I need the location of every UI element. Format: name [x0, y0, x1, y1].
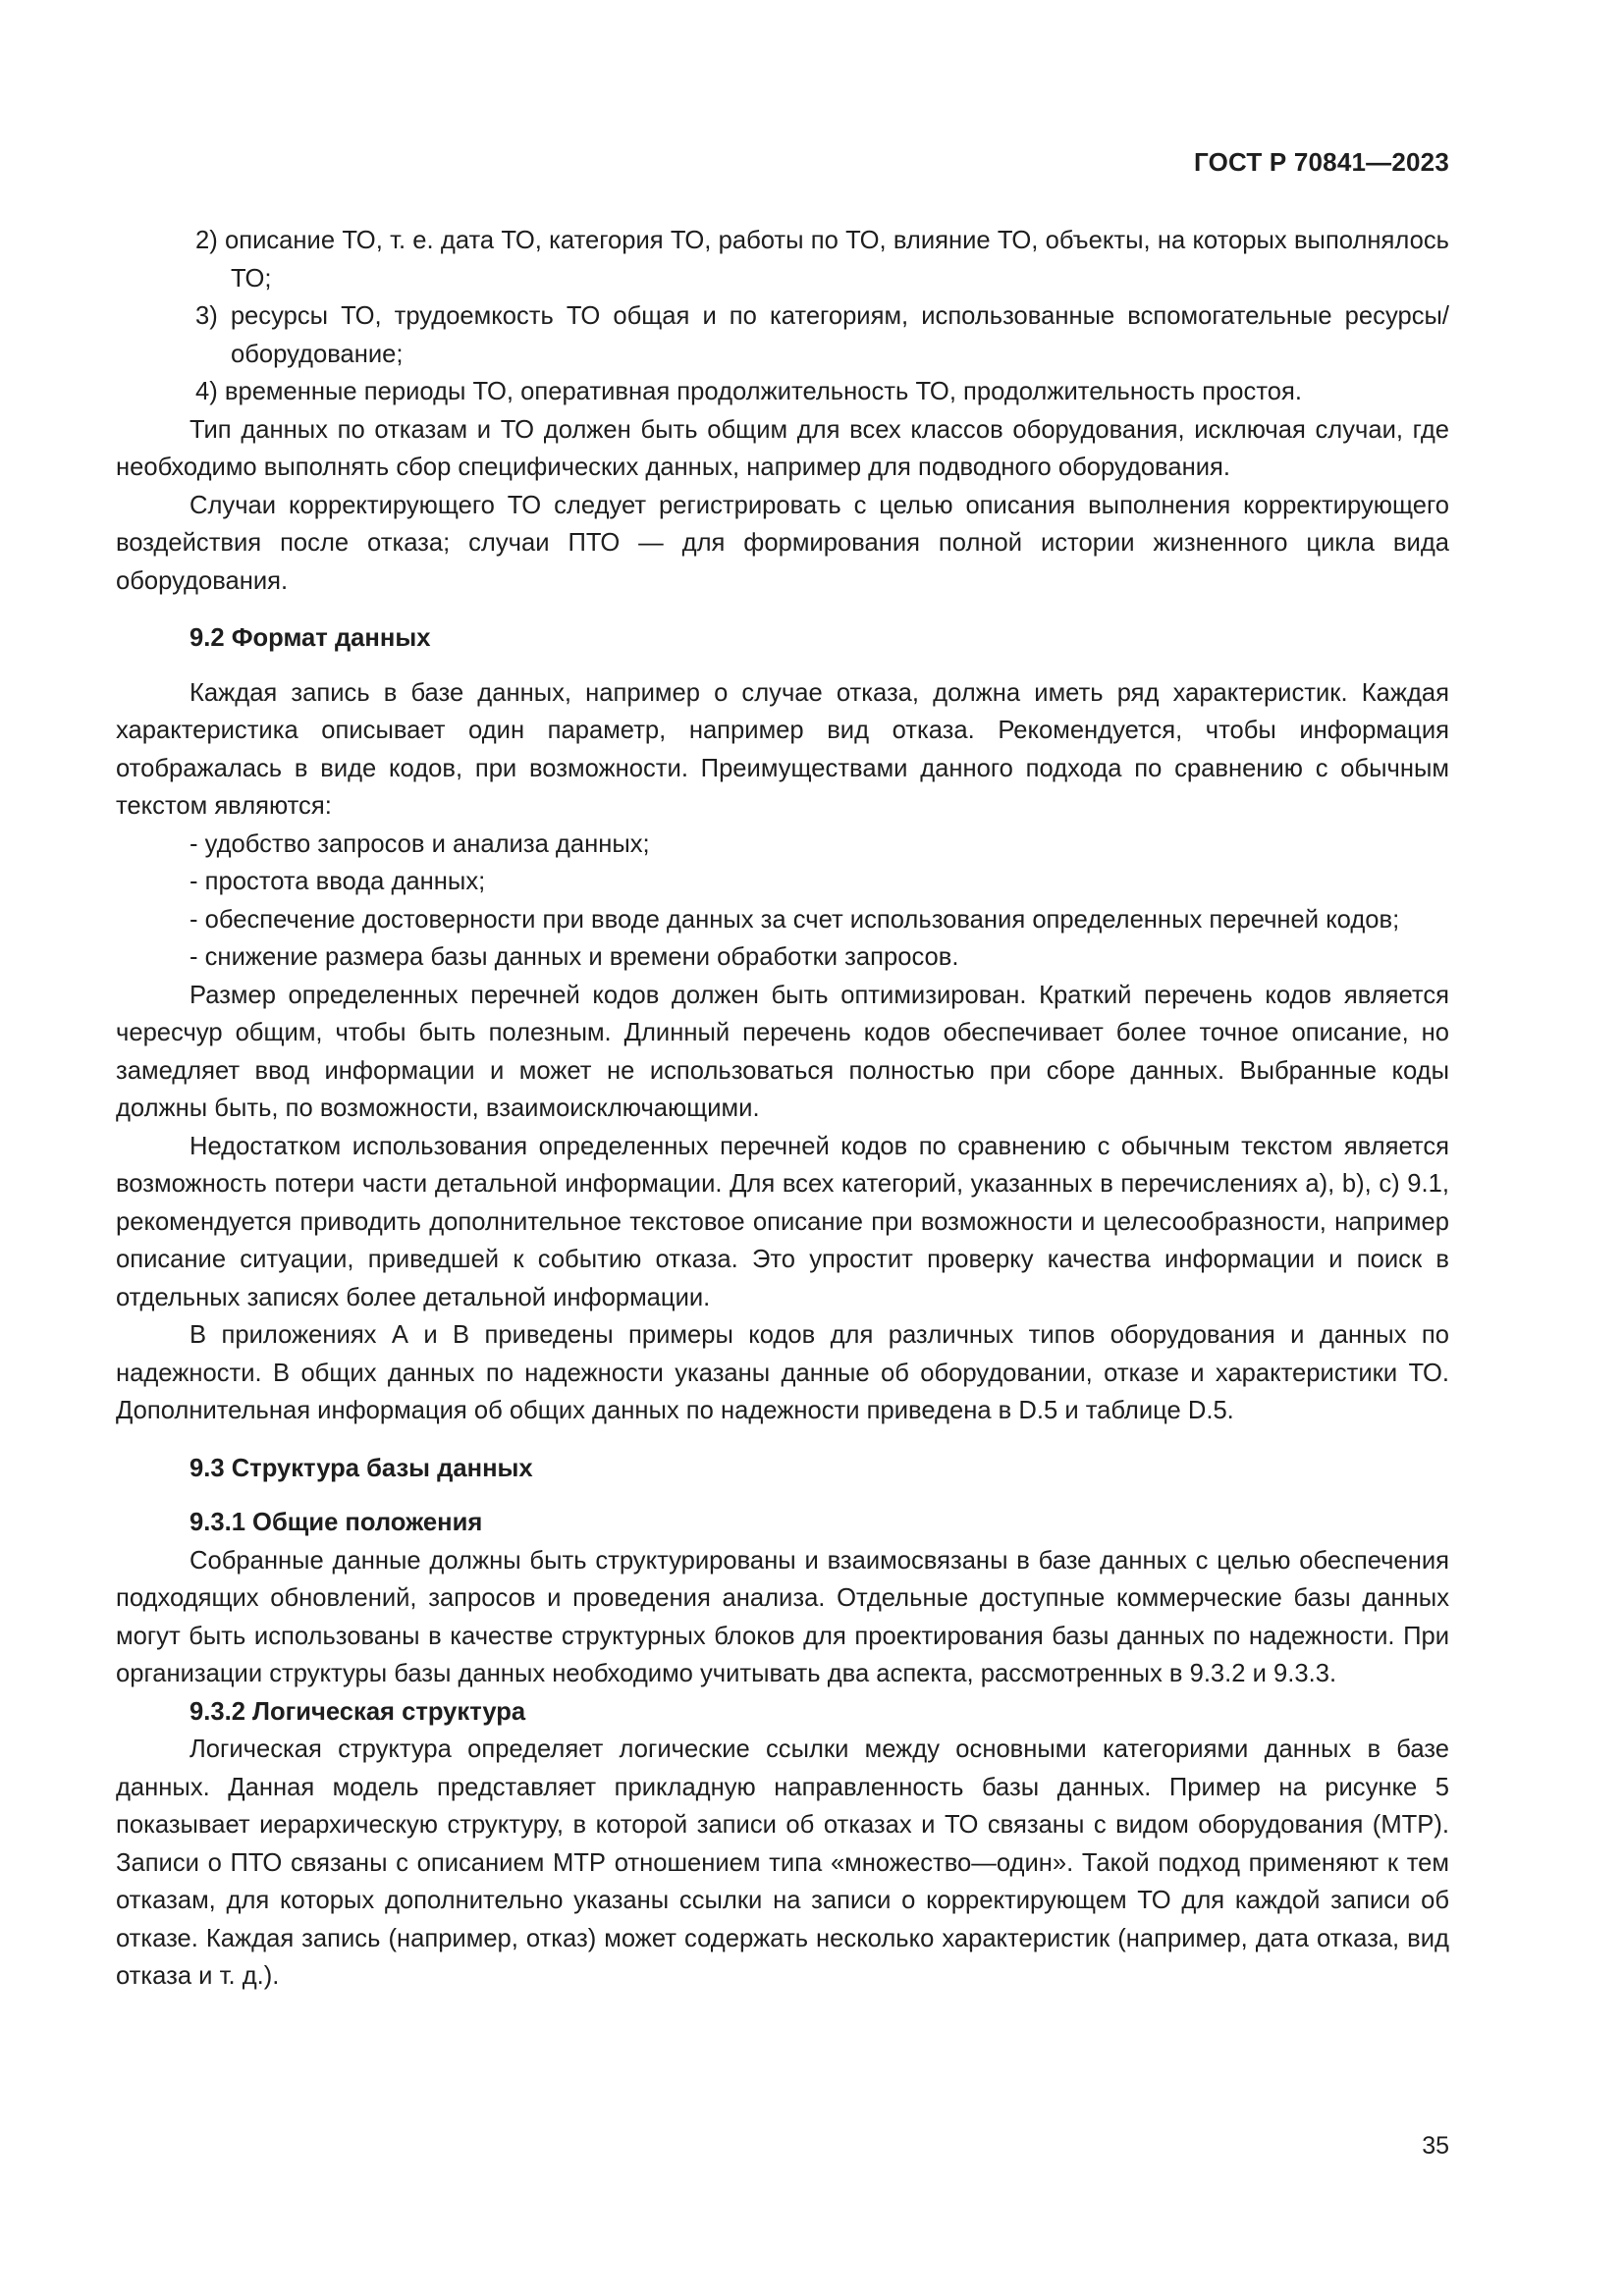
- bullet-item: - снижение размера базы данных и времени обработки запросов.: [189, 943, 959, 971]
- section-heading-9-3: 9.3 Структура базы данных: [189, 1454, 533, 1482]
- paragraph-code-size: Размер определенных перечней кодов должен быть оптимизирован. Краткий перечень кодов является чересчур общим, чтобы быть полезным. Длинный перечень кодов обеспечивает более точное описание, но замедляет ввод информации и может не использоваться полностью при сборе данных. Выбранные коды должны быть, по возможности, взаимоисключающими.: [116, 981, 1449, 1122]
- paragraph-format-intro: Каждая запись в базе данных, например о случае отказа, должна иметь ряд характеристик. Каждая характеристика описывает один параметр, например вид отказа. Рекомендуется, чтобы информация отображалась в виде кодов, при возможности. Преимуществами данного подхода по сравнению с обычным текстом являются:: [116, 678, 1449, 820]
- paragraph-general: Собранные данные должны быть структурированы и взаимосвязаны в базе данных с целью обеспечения подходящих обновлений, запросов и проведения анализа. Отдельные доступные коммерческие базы данных могут быть использованы в качестве структурных блоков для проектирования базы данных по надежности. При организации структуры базы данных необходимо учитывать два аспекта, рассмотренных в 9.3.2 и 9.3.3.: [116, 1546, 1449, 1687]
- list-item: 3) ресурсы ТО, трудоемкость ТО общая и по категориям, использованные вспомогательные ресурсы/оборудование;: [195, 302, 1449, 368]
- list-item: 2) описание ТО, т. е. дата ТО, категория ТО, работы по ТО, влияние ТО, объекты, на которых выполнялось ТО;: [195, 227, 1449, 293]
- document-header: ГОСТ Р 70841—2023: [1194, 147, 1449, 177]
- paragraph-logical-structure: Логическая структура определяет логические ссылки между основными категориями данных в базе данных. Данная модель представляет прикладную направленность базы данных. Пример на рисунке 5 показывает иерархическую структуру, в которой записи об отказах и ТО связаны с видом оборудования (МТР). Записи о ПТО связаны с описанием МТР отношением типа «множество—один». Такой подход применяют к тем отказам, для которых дополнительно указаны ссылки на записи о корректирующем ТО для каждой записи об отказе. Каждая запись (например, отказ) может содержать несколько характеристик (например, дата отказа, вид отказа и т. д.).: [116, 1735, 1449, 1990]
- bullet-item: - удобство запросов и анализа данных;: [189, 829, 650, 858]
- subsection-heading-9-3-1: 9.3.1 Общие положения: [189, 1509, 483, 1536]
- paragraph-corrective-cases: Случаи корректирующего ТО следует регистрировать с целью описания выполнения корректирующего воздействия после отказа; случаи ПТО — для формирования полной истории жизненного цикла вида оборудования.: [116, 491, 1449, 595]
- section-heading-9-2: 9.2 Формат данных: [189, 624, 431, 652]
- page-number: 35: [1422, 2132, 1449, 2160]
- paragraph-appendix: В приложениях А и В приведены примеры кодов для различных типов оборудования и данных по надежности. В общих данных по надежности указаны данные об оборудовании, отказе и характеристики ТО. Дополнительная информация об общих данных по надежности приведена в D.5 и таблице D.5.: [116, 1321, 1449, 1424]
- bullet-item: - обеспечение достоверности при вводе данных за счет использования определенных перечней кодов;: [189, 905, 1400, 934]
- document-body: [116, 222, 1449, 1996]
- paragraph-data-type: Тип данных по отказам и ТО должен быть общим для всех классов оборудования, исключая случаи, где необходимо выполнять сбор специфических данных, например для подводного оборудования.: [116, 415, 1449, 481]
- subsection-heading-9-3-2: 9.3.2 Логическая структура: [189, 1697, 526, 1726]
- paragraph-disadvantage: Недостатком использования определенных перечней кодов по сравнению с обычным текстом является возможность потери части детальной информации. Для всех категорий, указанных в перечислениях a), b), c) 9.1, рекомендуется приводить дополнительное текстовое описание при возможности и целесообразности, например описание ситуации, приведшей к событию отказа. Это упростит проверку качества информации и поиск в отдельных записях более детальной информации.: [116, 1132, 1449, 1311]
- bullet-item: - простота ввода данных;: [189, 868, 486, 895]
- list-item: 4) временные периоды ТО, оперативная продолжительность ТО, продолжительность простоя.: [195, 378, 1302, 405]
